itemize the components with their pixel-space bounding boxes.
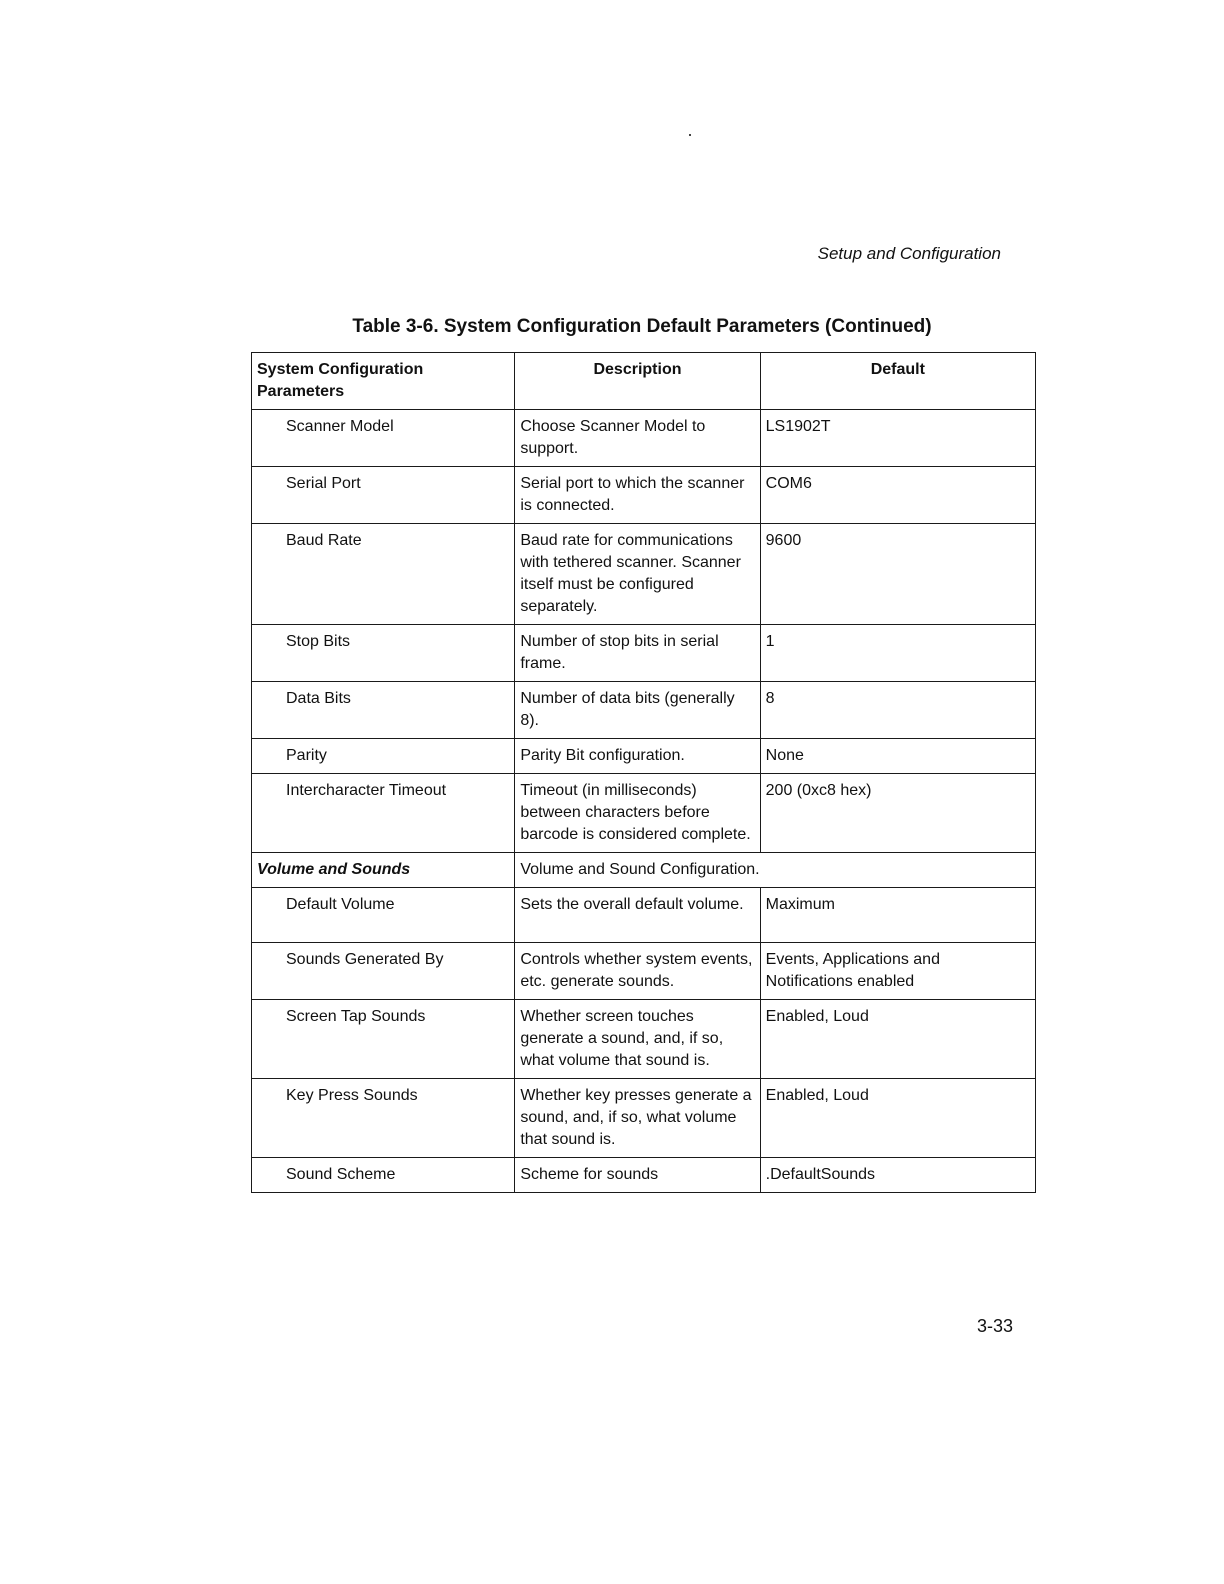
description-cell: Choose Scanner Model to support.: [515, 410, 760, 467]
page-number: 3-33: [976, 1316, 1013, 1336]
table-row: [252, 625, 1036, 682]
default-cell: 8: [760, 682, 1035, 739]
description-cell: Number of data bits (generally 8).: [515, 682, 760, 739]
description-cell: Sets the overall default volume.: [515, 888, 760, 943]
system-configuration-table: [251, 352, 1036, 1193]
table-caption: Table 3-6. System Configuration Default Parameters (Continued): [352, 316, 932, 337]
table-row: [252, 410, 1036, 467]
table-row: [252, 888, 1036, 943]
scan-artifact-dot: [689, 134, 691, 136]
table-row: [252, 1079, 1036, 1158]
default-cell: None: [760, 739, 1035, 774]
table-row: [252, 467, 1036, 524]
parameter-cell: Sound Scheme: [252, 1158, 515, 1193]
description-cell: Controls whether system events, etc. generate sounds.: [515, 943, 760, 1000]
description-cell: Serial port to which the scanner is connected.: [515, 467, 760, 524]
default-cell: 9600: [760, 524, 1035, 625]
default-cell: 1: [760, 625, 1035, 682]
default-cell: 200 (0xc8 hex): [760, 774, 1035, 853]
description-cell: Number of stop bits in serial frame.: [515, 625, 760, 682]
parameter-cell: Intercharacter Timeout: [252, 774, 515, 853]
description-cell: Whether key presses generate a sound, and, if so, what volume that sound is.: [515, 1079, 760, 1158]
table-row: [252, 943, 1036, 1000]
description-cell: Parity Bit configuration.: [515, 739, 760, 774]
section-description: Volume and Sound Configuration.: [515, 853, 1036, 888]
table-row: [252, 1000, 1036, 1079]
default-cell: Events, Applications and Notifications enabled: [760, 943, 1035, 1000]
default-cell: COM6: [760, 467, 1035, 524]
parameter-cell: Default Volume: [252, 888, 515, 943]
description-cell: Timeout (in milliseconds) between characters before barcode is considered complete.: [515, 774, 760, 853]
table-row: [252, 739, 1036, 774]
parameter-cell: Baud Rate: [252, 524, 515, 625]
description-cell: Whether screen touches generate a sound, and, if so, what volume that sound is.: [515, 1000, 760, 1079]
description-cell: Baud rate for communications with tethered scanner. Scanner itself must be configured separately.: [515, 524, 760, 625]
parameter-cell: Parity: [252, 739, 515, 774]
default-cell: LS1902T: [760, 410, 1035, 467]
parameter-cell: Serial Port: [252, 467, 515, 524]
default-cell: Enabled, Loud: [760, 1000, 1035, 1079]
table-header-row: [252, 353, 1036, 410]
parameter-cell: Sounds Generated By: [252, 943, 515, 1000]
column-header-default: Default: [760, 353, 1035, 410]
column-header-parameters: System Configuration Parameters: [252, 353, 515, 410]
default-cell: Maximum: [760, 888, 1035, 943]
parameter-cell: Scanner Model: [252, 410, 515, 467]
column-header-description: Description: [515, 353, 760, 410]
parameter-cell: Stop Bits: [252, 625, 515, 682]
default-cell: Enabled, Loud: [760, 1079, 1035, 1158]
section-row: [252, 853, 1036, 888]
parameter-cell: Data Bits: [252, 682, 515, 739]
table-row: [252, 774, 1036, 853]
running-header: Setup and Configuration: [817, 244, 1001, 263]
parameter-cell: Key Press Sounds: [252, 1079, 515, 1158]
table-row: [252, 524, 1036, 625]
default-cell: .DefaultSounds: [760, 1158, 1035, 1193]
table-row: [252, 682, 1036, 739]
description-cell: Scheme for sounds: [515, 1158, 760, 1193]
parameter-cell: Screen Tap Sounds: [252, 1000, 515, 1079]
table-row: [252, 1158, 1036, 1193]
section-title: Volume and Sounds: [252, 853, 515, 888]
